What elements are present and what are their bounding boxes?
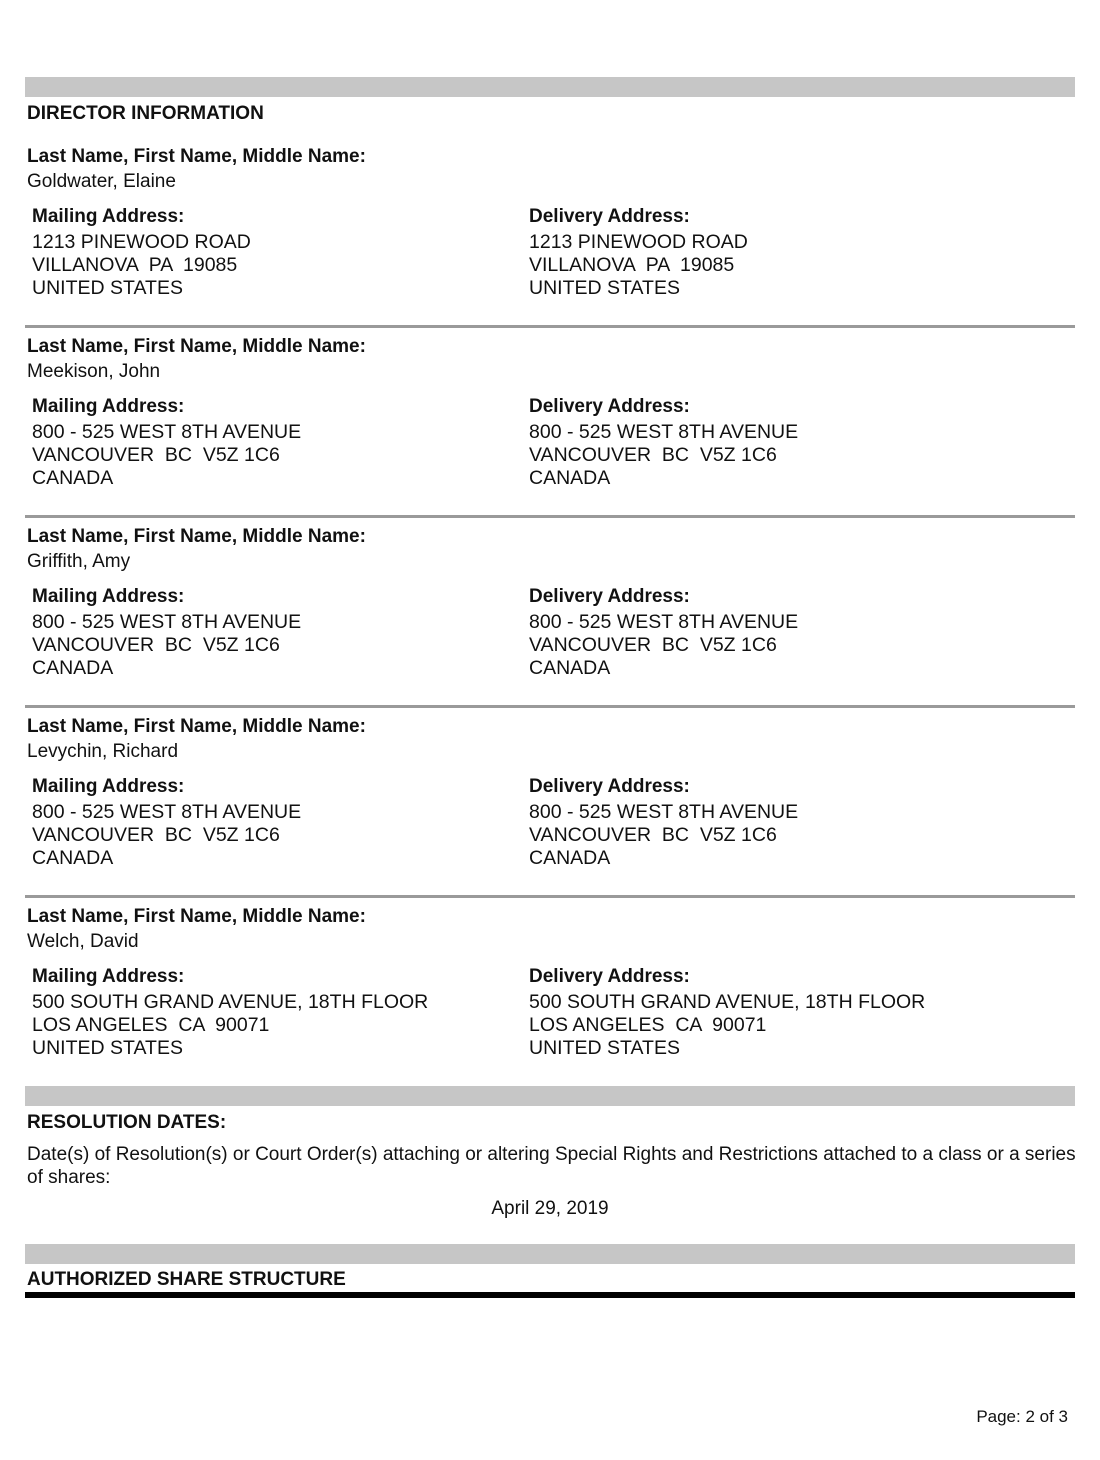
director-divider (25, 705, 1075, 708)
director-section-title: DIRECTOR INFORMATION (27, 103, 264, 124)
address-line: VILLANOVA PA 19085 (529, 254, 735, 276)
address-line: 500 SOUTH GRAND AVENUE, 18TH FLOOR (32, 991, 429, 1013)
director-divider (25, 895, 1075, 898)
address-line: 800 - 525 WEST 8TH AVENUE (32, 801, 302, 823)
delivery-address-label: Delivery Address: (529, 586, 690, 607)
address-line: VILLANOVA PA 19085 (32, 254, 238, 276)
name-label: Last Name, First Name, Middle Name: (27, 526, 366, 547)
delivery-address (529, 801, 798, 870)
address-line: VANCOUVER BC V5Z 1C6 (529, 444, 777, 466)
mailing-address-label: Mailing Address: (32, 586, 185, 607)
address-line: 800 - 525 WEST 8TH AVENUE (32, 611, 302, 633)
delivery-address (529, 991, 925, 1060)
delivery-address-label: Delivery Address: (529, 966, 690, 987)
share-structure-title: AUTHORIZED SHARE STRUCTURE (27, 1269, 346, 1290)
director-name: Griffith, Amy (27, 551, 131, 572)
name-label: Last Name, First Name, Middle Name: (27, 336, 366, 357)
address-line: 1213 PINEWOOD ROAD (32, 231, 251, 253)
mailing-address (32, 801, 301, 870)
section-header-bar (25, 1086, 1075, 1106)
mailing-address (32, 421, 301, 490)
director-divider (25, 325, 1075, 328)
address-line: LOS ANGELES CA 90071 (32, 1014, 270, 1036)
director-name: Goldwater, Elaine (27, 171, 176, 192)
name-label: Last Name, First Name, Middle Name: (27, 906, 366, 927)
resolution-description: Date(s) of Resolution(s) or Court Order(s) attaching or altering Special Rights and Restrictions attached to a class or a series of shares: (27, 1144, 1076, 1188)
mailing-address-label: Mailing Address: (32, 206, 185, 227)
section-header-bar (25, 77, 1075, 97)
address-line: CANADA (529, 847, 611, 869)
address-line: VANCOUVER BC V5Z 1C6 (529, 824, 777, 846)
delivery-address-label: Delivery Address: (529, 206, 690, 227)
director-entry (0, 906, 1100, 1076)
address-line: UNITED STATES (32, 1037, 183, 1059)
director-name: Levychin, Richard (27, 741, 179, 762)
address-line: 800 - 525 WEST 8TH AVENUE (529, 421, 799, 443)
director-entry (0, 716, 1100, 886)
mailing-address-label: Mailing Address: (32, 776, 185, 797)
address-line: CANADA (32, 847, 114, 869)
address-line: CANADA (32, 657, 114, 679)
resolution-date: April 29, 2019 (491, 1198, 609, 1219)
address-line: VANCOUVER BC V5Z 1C6 (32, 444, 280, 466)
section-header-bar (25, 1244, 1075, 1264)
name-label: Last Name, First Name, Middle Name: (27, 716, 366, 737)
delivery-address-label: Delivery Address: (529, 776, 690, 797)
address-line: CANADA (32, 467, 114, 489)
address-line: CANADA (529, 657, 611, 679)
address-line: VANCOUVER BC V5Z 1C6 (529, 634, 777, 656)
mailing-address-label: Mailing Address: (32, 396, 185, 417)
address-line: 800 - 525 WEST 8TH AVENUE (32, 421, 302, 443)
resolution-section-title: RESOLUTION DATES: (27, 1112, 227, 1133)
address-line: VANCOUVER BC V5Z 1C6 (32, 634, 280, 656)
address-line: UNITED STATES (529, 1037, 680, 1059)
director-name: Welch, David (27, 931, 139, 952)
delivery-address (529, 611, 798, 680)
mailing-address (32, 231, 251, 300)
delivery-address (529, 421, 798, 490)
director-divider (25, 515, 1075, 518)
director-name: Meekison, John (27, 361, 161, 382)
section-rule (25, 1292, 1075, 1298)
address-line: VANCOUVER BC V5Z 1C6 (32, 824, 280, 846)
address-line: UNITED STATES (529, 277, 680, 299)
mailing-address (32, 611, 301, 680)
name-label: Last Name, First Name, Middle Name: (27, 146, 366, 167)
mailing-address-label: Mailing Address: (32, 966, 185, 987)
address-line: 1213 PINEWOOD ROAD (529, 231, 748, 253)
page-number: Page: 2 of 3 (976, 1407, 1068, 1426)
delivery-address (529, 231, 748, 300)
address-line: 800 - 525 WEST 8TH AVENUE (529, 611, 799, 633)
director-entry (0, 146, 1100, 316)
address-line: 500 SOUTH GRAND AVENUE, 18TH FLOOR (529, 991, 926, 1013)
delivery-address-label: Delivery Address: (529, 396, 690, 417)
address-line: 800 - 525 WEST 8TH AVENUE (529, 801, 799, 823)
address-line: CANADA (529, 467, 611, 489)
director-entry (0, 336, 1100, 506)
mailing-address (32, 991, 428, 1060)
director-entry (0, 526, 1100, 696)
address-line: LOS ANGELES CA 90071 (529, 1014, 767, 1036)
address-line: UNITED STATES (32, 277, 183, 299)
